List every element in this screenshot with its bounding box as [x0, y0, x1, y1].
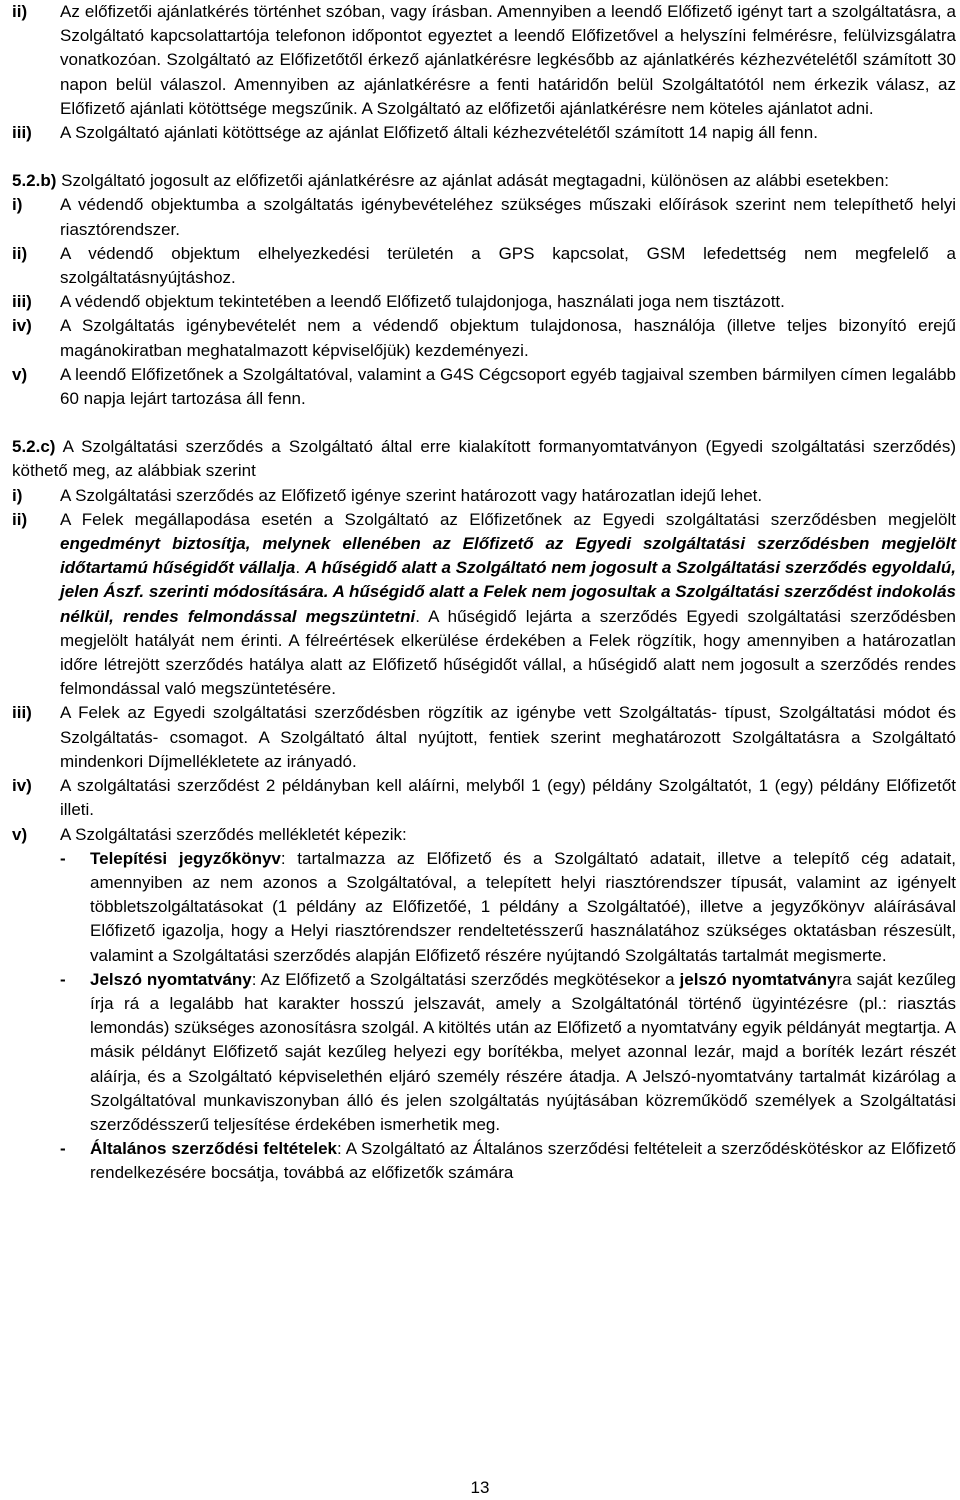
dash-bullet: - [60, 969, 66, 989]
section-5-2-b-intro [12, 169, 956, 193]
list-item [12, 0, 956, 121]
text-run: : Az Előfizető a Szolgáltatási szerződés megkötésekor a [251, 969, 680, 989]
item-text: Az előfizetői ajánlatkérés történhet szóban, vagy írásban. Amennyiben a leendő Előfizető igényt tart a szolgáltatásra, a Szolgáltató kapcsolattartója telefonon időpontot egyeztet a leendő Előfizetővel a helyszíni felmérésre, felülvizsgálatra vonatkozóan. Szolgáltató az Előfizetőtől érkező ajánlatkérésre legkésőbb az ajánlatkérés kézhezvételétől számított 30 napon belül válaszol. Amennyiben az ajánlatkérésre a fenti határidőn belül Szolgáltatótól nem érkezik válasz, az Előfizető ajánlati kötöttsége megszűnik. A Szolgáltató az előfizetői ajánlatkérésre nem köteles ajánlatot adni. [60, 2, 956, 118]
item-text: A védendő objektum elhelyezkedési területén a GPS kapcsolat, GSM lefedettség nem megfelelő a szolgáltatásnyújtáshoz. [60, 243, 956, 288]
bullet-item [60, 847, 956, 968]
item-label: v) [12, 824, 28, 844]
item-label: v) [12, 364, 28, 384]
bullet-title: Telepítési jegyzőkönyv [90, 848, 281, 868]
bullet-item [60, 968, 956, 1137]
item-text: A Szolgáltatás igénybevételét nem a védendő objektum tulajdonosa, használója (illetve teljes bizonyító erejű magánokiratban meghatalmazott képviselőjük) kezdeményezi. [60, 316, 956, 360]
spacer [12, 145, 956, 169]
section-number: 5.2.c) [12, 437, 56, 457]
bold-term: jelszó nyomtatvány [679, 969, 837, 989]
dash-bullet: - [60, 848, 66, 868]
emphasis-text: A hűségidő alatt a Szolgáltató nem jogosult a Szolgáltatási szerződés egyoldalú, jelen Ászf. szerinti módosítására. A hűségidő alatt a Felek nem jogosultak a Szolgáltatási szerződést indokolás nélkül, rendes felmondással megszüntetni [60, 558, 956, 626]
item-label: iii) [12, 703, 32, 723]
list-item [12, 363, 956, 411]
item-text: A védendő objektum tekintetében a leendő Előfizető tulajdonjoga, használati joga nem tisztázott. [60, 292, 785, 312]
item-text: A Felek az Egyedi szolgáltatási szerződésben rögzítik az igénybe vett Szolgáltatás- típust, Szolgáltatási módot és Szolgáltatás- csomagot. A Szolgáltató által nyújtott, fentiek szerint meghatározott Szolgáltatásra a Szolgáltató mindenkori Díjmellékletete az irányadó. [60, 703, 956, 771]
list-item [12, 314, 956, 362]
list-item [12, 774, 956, 822]
section-number: 5.2.b) [12, 171, 57, 191]
item-text [60, 508, 956, 702]
item-text: A szolgáltatási szerződést 2 példányban kell aláírni, melyből 1 (egy) példány Szolgáltatót, 1 (egy) példány Előfizetőt illeti. [60, 776, 956, 820]
list-item [12, 484, 956, 508]
text-run: ra saját kezűleg írja rá a legalább hat karakter hosszú jelszavát, amely a Szolgáltatónál történő ügyintézésre (pl.: riasztás lemondás) szükséges azonosításra szolgál. A kitöltés után az Előfizető a nyomtatvány egyik példányát megtartja. A másik példányt Előfizető saját kezűleg helyezi egy borítékba, melyet azonnal lezár, majd a boríték lezárt részét aláírja, és a Szolgáltató képviselethén eljáró személy részére átadja. A Jelszó-nyomtatvány tartalmát kizárólag a Szolgáltatóval munkaviszonyban álló és jelen szolgáltatás nyújtásában közreműködő személyek a Szolgáltatási szerződésszerű teljesítése érdekében ismerhetik meg. [90, 969, 957, 1134]
item-label: ii) [12, 2, 28, 21]
item-text: A Szolgáltatási szerződés az Előfizető igénye szerint határozott vagy határozatlan idejű lehet. [60, 485, 763, 505]
bullet-title: Általános szerződési feltételek [90, 1139, 337, 1159]
list-item [12, 290, 956, 314]
item-label: i) [12, 195, 23, 215]
item-text: A Szolgáltató ajánlati kötöttsége az ajánlat Előfizető általi kézhezvételétől számított 14 napig áll fenn. [60, 123, 818, 143]
list-item [12, 121, 956, 145]
item-text: A Szolgáltatási szerződés mellékletét képezik: [60, 824, 407, 844]
item-label: i) [12, 485, 23, 505]
text-run: . A hűségidő lejárta a szerződés Egyedi szolgáltatási szerződésben megjelölt hatályát nem érinti. A félreértések elkerülése érdekében a Felek rögzítik, hogy amennyiben a határozatlan időre létrejött szerződés hatálya alatt az Előfizető hűségidőt vállal, a hűségidő alatt nem jogosult a szerződés rendes felmondással való megszüntetésére. [60, 606, 956, 699]
page-number: 13 [470, 1478, 490, 1497]
section-5-2-c-intro [12, 435, 956, 483]
text-run: . [295, 558, 305, 578]
section-intro-text: Szolgáltató jogosult az előfizetői ajánlatkérésre az ajánlat adását megtagadni, különösen az alábbi esetekben: [61, 171, 890, 191]
text-run: : A Szolgáltató az Általános szerződési feltételeit a szerződéskötéskor az Előfizető rendelkezésére bocsátja, továbbá az előfizetők számára [90, 1139, 956, 1183]
item-text: A leendő Előfizetőnek a Szolgáltatóval, valamint a G4S Cégcsoport egyéb tagjaival szemben bármilyen címen legalább 60 napja lejárt tartozása áll fenn. [60, 364, 956, 409]
list-item [12, 823, 956, 847]
document-page [12, 0, 956, 1186]
text-run: : tartalmazza az Előfizető és a Szolgáltató adatait, illetve a telepítő cég adatait, amennyiben az nem azonos a Szolgáltatóval, a telepített helyi riasztórendszer típusát, valamint az igényelt többletszolgáltatásokat (1 példány az Előfizetőé, 1 példány a Szolgáltatóé), illetve a jegyzőkönyv aláírásával Előfizető igazolja, hogy a Helyi riasztórendszer rendeltetésszerű használatához szükséges oktatásban részesült, valamint a Szolgáltatási szerződés alapján Előfizető részére nyújtandó Szolgáltatás tartalmát megismerte. [90, 848, 956, 965]
section-intro-text: A Szolgáltatási szerződés a Szolgáltató által erre kialakított formanyomtatványon (Egyedi szolgáltatási szerződés) köthető meg, az alábbiak szerint [12, 437, 956, 481]
list-item [12, 242, 956, 290]
item-label: iv) [12, 776, 32, 796]
item-label: ii) [12, 243, 28, 263]
item-label: iii) [12, 292, 32, 312]
item-label: ii) [12, 509, 28, 529]
bullet-text [90, 968, 956, 1137]
list-item [12, 701, 956, 774]
bullet-text [90, 847, 956, 968]
item-label: iii) [12, 123, 32, 143]
text-run: A Felek megállapodása esetén a Szolgáltató az Előfizetőnek az Egyedi szolgáltatási szerződésben megjelölt [60, 509, 956, 529]
bullet-title: Jelszó nyomtatvány [90, 969, 252, 989]
item-text: A védendő objektumba a szolgáltatás igénybevételéhez szükséges műszaki előírások szerint nem telepíthető helyi riasztórendszer. [60, 195, 956, 239]
dash-bullet: - [60, 1139, 66, 1159]
item-label: iv) [12, 316, 32, 336]
list-item [12, 508, 956, 702]
list-item [12, 193, 956, 241]
bullet-item [60, 1137, 956, 1185]
bullet-text [90, 1137, 956, 1185]
spacer [12, 411, 956, 435]
emphasis-text: engedményt biztosítja, melynek ellenében az Előfizető az Egyedi szolgáltatási szerződésben megjelölt időtartamú hűségidőt vállalja [60, 534, 956, 578]
